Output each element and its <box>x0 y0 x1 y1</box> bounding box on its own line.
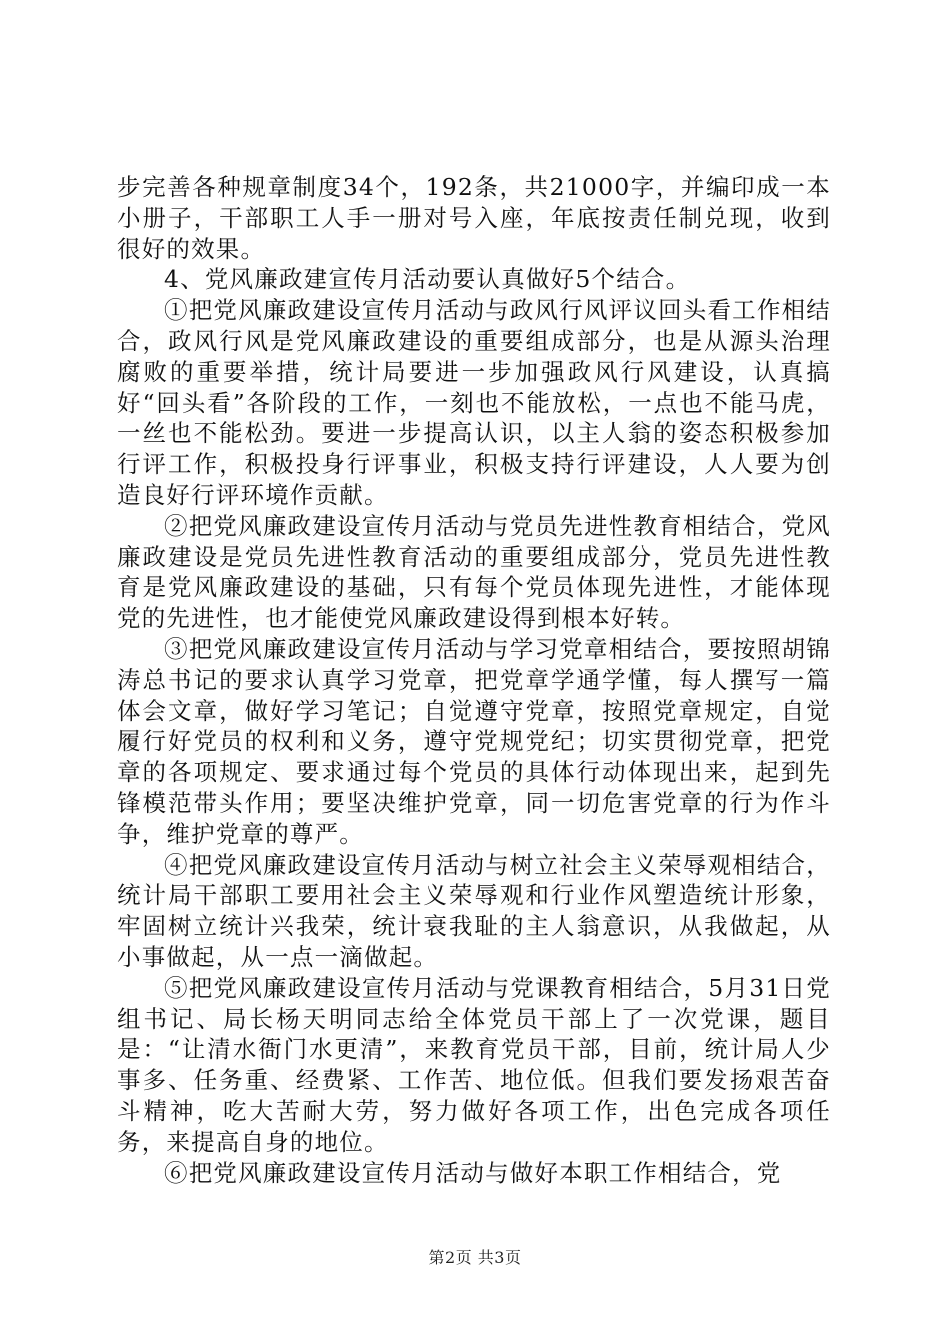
paragraph-item-2: ②把党风廉政建设宣传月活动与党员先进性教育相结合，党风廉政建设是党员先进性教育活动的重要组成部分，党员先进性教育是党风廉政建设的基础，只有每个党员体现先进性，才能体现党的先进性，也才能使党风廉政建设得到根本好转。 <box>117 511 831 633</box>
paragraph-section-4: 4、党风廉政建宣传月活动要认真做好5个结合。 <box>164 265 691 294</box>
paragraph-continued: 步完善各种规章制度34个，192条，共21000字，并编印成一本小册子，干部职工人手一册对号入座，年底按责任制兑现，收到很好的效果。 <box>117 173 831 263</box>
page-footer: 第2页 共3页 <box>428 1248 522 1267</box>
paragraph-item-6: ⑥把党风廉政建设宣传月活动与做好本职工作相结合，党 <box>164 1158 782 1187</box>
paragraph-item-5: ⑤把党风廉政建设宣传月活动与党课教育相结合，5月31日党组书记、局长杨天明同志给全体党员干部上了一次党课，题目是：“让清水衙门水更清”，来教育党员干部，目前，统计局人少事多、任务重、经费紧、工作苦、地位低。但我们要发扬艰苦奋斗精神，吃大苦耐大劳，努力做好各项工作，出色完成各项任务，来提高自身的地位。 <box>117 973 831 1156</box>
paragraph-item-3: ③把党风廉政建设宣传月活动与学习党章相结合，要按照胡锦涛总书记的要求认真学习党章，把党章学通学懂，每人撰写一篇体会文章，做好学习笔记；自觉遵守党章，按照党章规定，自觉履行好党员的权利和义务，遵守党规党纪；切实贯彻党章，把党章的各项规定、要求通过每个党员的具体行动体现出来，起到先锋模范带头作用；要坚决维护党章，同一切危害党章的行为作斗争，维护党章的尊严。 <box>117 634 831 848</box>
paragraph-item-1: ①把党风廉政建设宣传月活动与政风行风评议回头看工作相结合，政风行风是党风廉政建设的重要组成部分，也是从源头治理腐败的重要举措，统计局要进一步加强政风行风建设，认真搞好“回头看”各阶段的工作，一刻也不能放松，一点也不能马虎，一丝也不能松劲。要进一步提高认识，以主人翁的姿态积极参加行评工作，积极投身行评事业，积极支持行评建设，人人要为创造良好行评环境作贡献。 <box>117 296 831 509</box>
document-body <box>117 172 831 1188</box>
paragraph-item-4: ④把党风廉政建设宣传月活动与树立社会主义荣辱观相结合，统计局干部职工要用社会主义荣辱观和行业作风塑造统计形象，牢固树立统计兴我荣，统计衰我耻的主人翁意识，从我做起，从小事做起，从一点一滴做起。 <box>117 850 831 971</box>
